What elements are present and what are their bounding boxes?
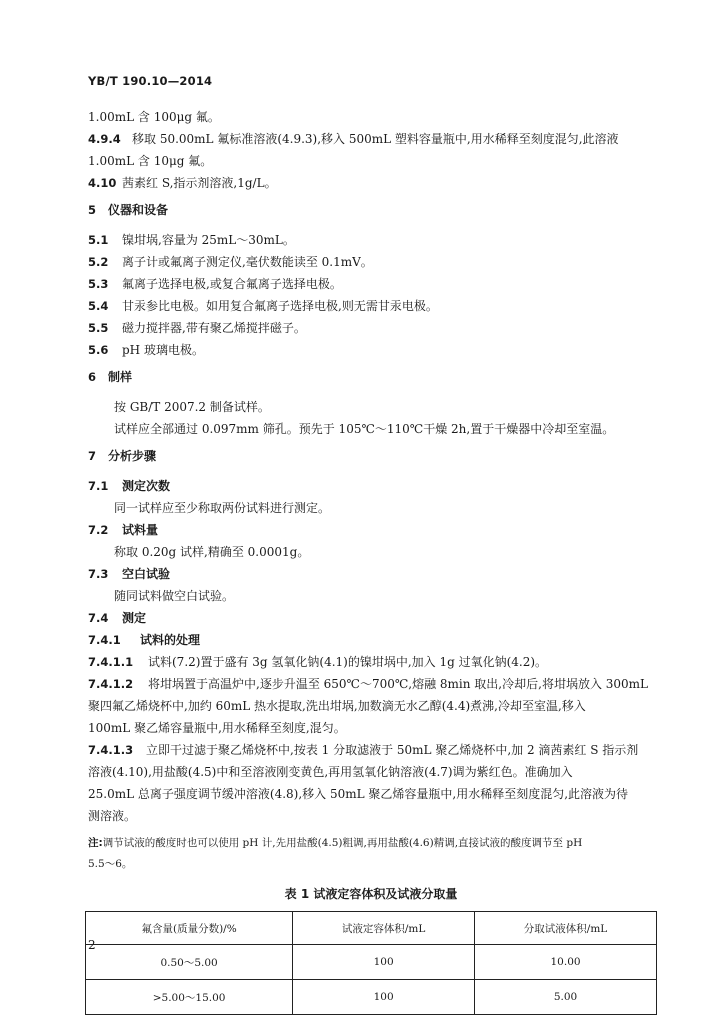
section-title: 分析步骤 [108,449,157,463]
clause-number: 7.4 [88,611,109,625]
clause-7-4-1-2-line-2: 聚四氟乙烯烧杯中,加约 60mL 热水提取,洗出坩埚,加数滴无水乙醇(4.4)煮沸,冷却至室温,移入 [88,699,586,713]
dilution-table [85,911,657,1015]
column-header-fluorine-content: 氟含量(质量分数)/% [86,912,293,945]
clause-7-2-text: 称取 0.20g 试样,精确至 0.0001g。 [114,545,310,559]
clause-text: 将坩埚置于高温炉中,逐步升温至 650℃～700℃,熔融 8min 取出,冷却后,将坩埚放入 300mL [148,677,649,691]
clause-text: pH 玻璃电极。 [122,343,204,357]
section-title: 仪器和设备 [108,203,169,217]
sample-prep-paragraph-2: 试样应全部通过 0.097mm 筛孔。预先于 105℃～110℃干燥 2h,置于干燥器中冷却至室温。 [114,422,615,436]
note-text: 调节试液的酸度时也可以使用 pH 计,先用盐酸(4.5)粗调,再用盐酸(4.6)精调,直接试液的酸度调节至 pH [102,837,583,849]
clause-text: 立即干过滤于聚乙烯烧杯中,按表 1 分取滤液于 50mL 聚乙烯烧杯中,加 2 滴茜素红 S 指示剂 [146,743,639,757]
document-body [88,106,654,1015]
section-7-heading [88,445,654,467]
clause-5-4 [88,295,654,317]
table-cell: 100 [293,945,475,980]
clause-number: 5.4 [88,299,109,313]
sample-prep-paragraph-1: 按 GB/T 2007.2 制备试样。 [114,400,270,414]
clause-5-6 [88,339,654,361]
clause-7-4-1-3-line-4: 测溶液。 [88,809,137,823]
clause-number: 7.4.1.3 [88,743,134,757]
clause-7-4-1-3-line-2: 溶液(4.10),用盐酸(4.5)中和至溶液刚变黄色,再用氢氧化钠溶液(4.7)调为紫红色。准确加入 [88,765,573,779]
table-row [86,980,657,1015]
clause-7-4-1-1 [88,651,654,673]
clause-number: 7.4.1.1 [88,655,134,669]
table-cell: 10.00 [475,945,657,980]
clause-7-3-text: 随同试料做空白试验。 [114,589,235,603]
clause-number: 5.5 [88,321,109,335]
section-5-heading [88,199,654,221]
clause-text: 离子计或氟离子测定仪,毫伏数能读至 0.1mV。 [122,255,373,269]
clause-5-5 [88,317,654,339]
clause-4-9-4-continuation: 1.00mL 含 10μg 氟。 [88,154,213,168]
note-line-1 [88,833,654,854]
section-number: 7 [88,449,97,463]
table-cell: 5.00 [475,980,657,1015]
clause-7-4-1-heading [88,629,654,651]
clause-number: 5.2 [88,255,109,269]
clause-heading: 测定次数 [122,479,171,493]
section-number: 6 [88,370,97,384]
table-cell: >5.00～15.00 [86,980,293,1015]
clause-number: 7.1 [88,479,109,493]
clause-5-2 [88,251,654,273]
clause-7-1-text: 同一试样应至少称取两份试料进行测定。 [114,501,331,515]
clause-text: 移取 50.00mL 氟标准溶液(4.9.3),移入 500mL 塑料容量瓶中,用水稀释至刻度混匀,此溶液 [132,132,619,146]
clause-7-3-heading [88,563,654,585]
section-number: 5 [88,203,97,217]
clause-number: 7.4.1.2 [88,677,134,691]
table-row [86,945,657,980]
clause-4-9-4 [88,128,654,150]
column-header-aliquot-volume: 分取试液体积/mL [475,912,657,945]
column-header-volume-fixed: 试液定容体积/mL [293,912,475,945]
clause-number: 4.10 [88,176,117,190]
clause-7-4-1-3 [88,739,654,761]
clause-7-4-heading [88,607,654,629]
clause-text: 镍坩埚,容量为 25mL～30mL。 [122,233,295,247]
clause-heading: 测定 [122,611,147,625]
clause-text: 试料(7.2)置于盛有 3g 氢氧化钠(4.1)的镍坩埚中,加入 1g 过氧化钠(4.2)。 [148,655,548,669]
clause-text: 甘汞参比电极。如用复合氟离子选择电极,则无需甘汞电极。 [122,299,438,313]
table-cell: 0.50～5.00 [86,945,293,980]
clause-number: 7.2 [88,523,109,537]
clause-5-1 [88,229,654,251]
clause-number: 5.1 [88,233,109,247]
note-label: 注: [88,837,103,849]
clause-7-1-heading [88,475,654,497]
section-title: 制样 [108,370,133,384]
clause-7-4-1-3-line-3: 25.0mL 总离子强度调节缓冲溶液(4.8),移入 50mL 聚乙烯容量瓶中,用水稀释至刻度混匀,此溶液为待 [88,787,629,801]
clause-heading: 试料量 [122,523,159,537]
note-block [88,833,654,875]
clause-7-4-1-2-line-3: 100mL 聚乙烯容量瓶中,用水稀释至刻度,混匀。 [88,721,346,735]
clause-heading: 试料的处理 [140,633,201,647]
table-cell: 100 [293,980,475,1015]
note-line-2: 5.5～6。 [88,858,133,870]
clause-text: 氟离子选择电极,或复合氟离子选择电极。 [122,277,342,291]
clause-text: 磁力搅拌器,带有聚乙烯搅拌磁子。 [122,321,306,335]
clause-7-2-heading [88,519,654,541]
clause-number: 4.9.4 [88,132,121,146]
reagent-4-9-3-continuation: 1.00mL 含 100μg 氟。 [88,110,220,124]
clause-heading: 空白试验 [122,567,171,581]
clause-number: 5.3 [88,277,109,291]
clause-number: 7.3 [88,567,109,581]
page-number: 2 [88,938,96,952]
table-header-row [86,912,657,945]
clause-number: 5.6 [88,343,109,357]
standard-code-header: YB/T 190.10—2014 [88,74,213,88]
clause-number: 7.4.1 [88,633,121,647]
clause-4-10 [88,172,654,194]
section-6-heading [88,366,654,388]
table-caption: 表 1 试液定容体积及试液分取量 [284,887,458,901]
clause-7-4-1-2 [88,673,654,695]
clause-5-3 [88,273,654,295]
clause-text: 茜素红 S,指示剂溶液,1g/L。 [122,176,277,190]
